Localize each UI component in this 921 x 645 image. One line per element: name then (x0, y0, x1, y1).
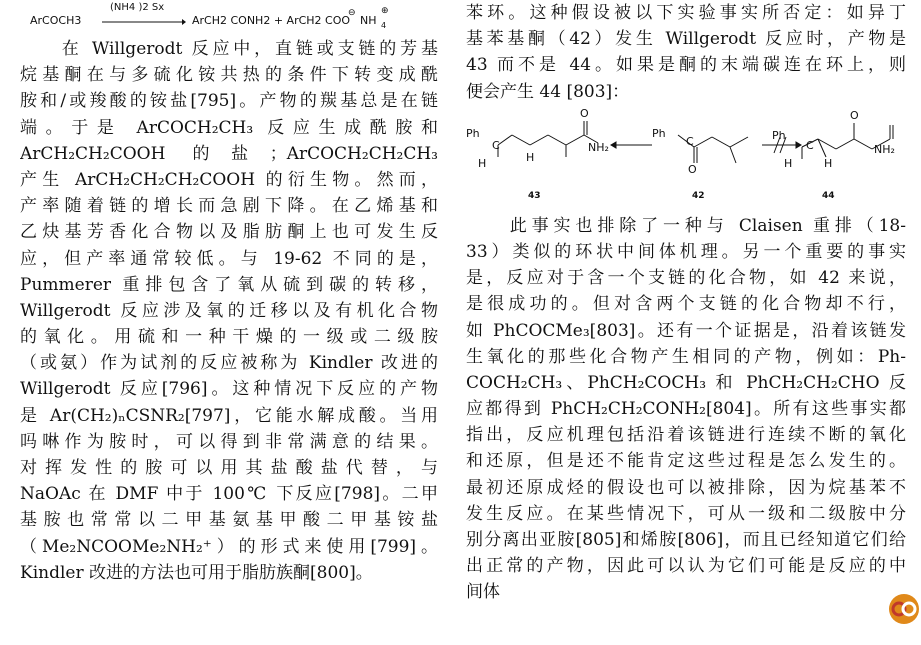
left-text-line: Willgerodt 反应[796]。这种情况下反应的产物 (20, 379, 438, 400)
compound-label-44: 44 (822, 190, 835, 201)
h2-43: H (526, 150, 535, 164)
right-bottom-text-line: 出正常的产物，因此可以认为它们可能是反应的中 (466, 556, 906, 577)
h1-43: H (478, 156, 487, 170)
right-paragraph-top (466, 0, 906, 105)
ph-43: Ph (466, 126, 480, 140)
right-column (466, 0, 906, 606)
reaction-scheme (466, 105, 906, 213)
h2-44: H (824, 156, 833, 170)
left-text-line: 产率随着链的增长而急剧下降。在乙烯基和 (20, 196, 438, 217)
o-44: O (850, 108, 859, 122)
c-43: C (492, 138, 500, 152)
reaction-equation (20, 0, 438, 36)
o-43: O (580, 106, 589, 120)
right-bottom-text-line: 如 PhCOCMe₃[803]。还有一个证据是，沿着该链发 (466, 320, 906, 341)
ph-44: Ph (772, 128, 786, 142)
ph-42: Ph (652, 126, 666, 140)
left-text-line: Kindler 改进的方法也可用于脂肪族酮[800]。 (20, 562, 373, 583)
right-top-text-line: 基苯基酮（42）发生 Willgerodt 反应时，产物是 (466, 29, 906, 50)
h1-44: H (784, 156, 793, 170)
right-bottom-text-line: 和还原，但是还不能肯定这些过程是怎么发生的。 (466, 451, 906, 472)
left-text-line: Pummerer 重排包含了氧从硫到碳的转移， (20, 274, 438, 295)
left-text-line: 在 Willgerodt 反应中，直链或支链的芳基 (20, 39, 438, 59)
nh2-44: NH₂ (874, 142, 895, 156)
left-text-line: 是 Ar(CH₂)ₙCSNR₂[797]，它能水解成酸。当用 (20, 405, 438, 426)
ammonium-subscript: 4 (381, 21, 387, 30)
compound-label-42: 42 (692, 190, 705, 201)
left-text-line: 吗啉作为胺时，可以得到非常满意的结果。 (20, 431, 438, 452)
left-text-line: 应，但产率通常较低。与 19-62 不同的是， (20, 248, 438, 269)
charge-anion: ⊖ (348, 8, 356, 18)
left-text-line: 基胺也常常以二甲基氨基甲酸二甲基铵盐 (20, 510, 438, 531)
left-text-line: 产生 ArCH₂CH₂CH₂COOH 的衍生物。然而， (20, 169, 438, 190)
reaction-reagent: (NH4 )2 Sx (110, 2, 165, 13)
right-bottom-text-line: 33）类似的环状中间体机理。另一个重要的事实 (466, 241, 906, 262)
reaction-products: ArCH2 CONH2 + ArCH2 COO (192, 14, 351, 27)
ammonium-ion: NH (360, 14, 377, 27)
right-bottom-text-line: 应都得到 PhCH₂CH₂CONH₂[804]。所有这些事实都 (466, 399, 906, 420)
left-text-line: Willgerodt 反应涉及氧的迁移以及有机化合物 (20, 300, 438, 321)
left-text-line: 乙炔基芳香化合物以及脂肪酮上也可发生反 (20, 222, 438, 243)
right-paragraph-bottom (466, 213, 906, 606)
left-paragraph (20, 36, 438, 586)
left-text-line: NaOAc 在 DMF 中于 100℃ 下反应[798]。二甲 (20, 484, 438, 505)
left-text-line: 对挥发性的胺可以用其盐酸盐代替，与 (20, 458, 438, 478)
right-top-text-line: 便会产生 44 [803]： (466, 81, 630, 102)
left-text-line: （Me₂NCOOMe₂NH₂⁺）的形式来使用[799]。 (20, 536, 438, 557)
right-bottom-text-line: 此事实也排除了一种与 Claisen 重排（18- (466, 215, 906, 236)
publisher-logo-icon (887, 592, 921, 626)
right-bottom-text-line: 最初还原成烃的假设也可以被排除，因为烷基苯不 (466, 477, 906, 498)
left-text-line: 端。于是 ArCOCH₂CH₃ 反应生成酰胺和 (20, 117, 438, 138)
left-text-line: ArCH₂CH₂COOH 的盐；ArCOCH₂CH₂CH₃ (20, 143, 438, 164)
right-bottom-text-line: 生氧化的那些化合物产生相同的产物，例如：Ph- (466, 346, 906, 367)
left-column (20, 0, 438, 586)
compound-label-43: 43 (528, 190, 541, 201)
left-text-line: （或氨）作为试剂的反应被称为 Kindler 改进的 (20, 353, 438, 374)
left-text-line: 烷基酮在与多硫化铵共热的条件下转变成酰 (20, 65, 438, 86)
o-42: O (688, 162, 697, 176)
right-bottom-text-line: 是很成功的。但对含两个支链的化合物却不行， (466, 294, 906, 315)
right-bottom-text-line: 是，反应对于含一个支链的化合物，如 42 来说， (466, 268, 906, 289)
reaction-arrow (102, 18, 186, 26)
nh2-43: NH₂ (588, 140, 609, 154)
c-44: C (806, 138, 814, 152)
charge-cation: ⊕ (381, 6, 389, 16)
left-text-line: 胺和/或羧酸的铵盐[795]。产物的羰基总是在链 (20, 91, 438, 112)
right-bottom-text-line: 发生反应。在某些情况下，可从一级和二级胺中分 (466, 503, 906, 524)
right-bottom-text-line: 别分离出亚胺[805]和烯胺[806]，而且已经知道它们给 (466, 530, 906, 550)
right-bottom-text-line: COCH₂CH₃、PhCH₂COCH₃ 和 PhCH₂CH₂CHO 反 (466, 372, 906, 393)
reaction-reactant: ArCOCH3 (30, 14, 82, 27)
right-top-text-line: 43 而不是 44。如果是酮的末端碳连在环上，则 (466, 55, 906, 76)
right-bottom-text-line: 间体 (466, 582, 500, 603)
left-text-line: 的氧化。用硫和一种干燥的一级或二级胺 (20, 327, 438, 348)
right-bottom-text-line: 指出，反应机理包括沿着该链进行连续不断的氧化 (466, 425, 906, 446)
right-top-text-line: 苯环。这种假设被以下实验事实所否定：如异丁 (466, 3, 906, 23)
c-42: C (686, 134, 694, 148)
